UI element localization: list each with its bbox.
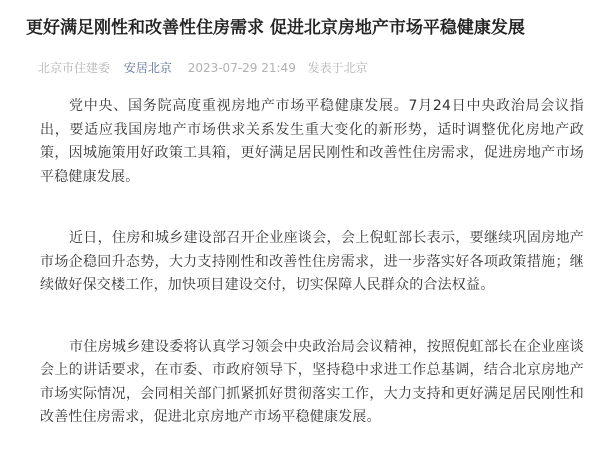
publish-location: 发表于北京: [307, 61, 368, 75]
account-link[interactable]: 安居北京: [123, 61, 172, 75]
paragraph: 市住房城乡建设委将认真学习领会中央政治局会议精神，按照倪虹部长在企业座谈会上的讲话要求，在市委、市政府领导下，坚持稳中求进工作总基调，结合北京房地产市场实际情况，会同相关部门抓紧抓好贯彻落实工作，大力支持和更好满足居民刚性和改善性住房需求，促进北京房地产市场平稳健康发展。: [40, 338, 584, 425]
paragraph: 党中央、国务院高度重视房地产市场平稳健康发展。7月24日中央政治局会议指出，要适应我国房地产市场供求关系发生重大变化的新形势，适时调整优化房地产政策，因城施策用好政策工具箱，更好满足居民刚性和改善性住房需求，促进房地产市场平稳健康发展。: [40, 98, 584, 185]
article-body: [40, 95, 584, 430]
article-meta: [38, 58, 378, 78]
author-name: 北京市住建委: [38, 61, 111, 75]
article-title: 更好满足刚性和改善性住房需求 促进北京房地产市场平稳健康发展: [26, 18, 525, 38]
publish-datetime: 2023-07-29 21:49: [187, 61, 296, 75]
paragraph: 近日，住房和城乡建设部召开企业座谈会，会上倪虹部长表示，要继续巩固房地产市场企稳回升态势，大力支持刚性和改善性住房需求，进一步落实好各项政策措施；继续做好保交楼工作，加快项目建设交付，切实保障人民群众的合法权益。: [40, 230, 584, 293]
